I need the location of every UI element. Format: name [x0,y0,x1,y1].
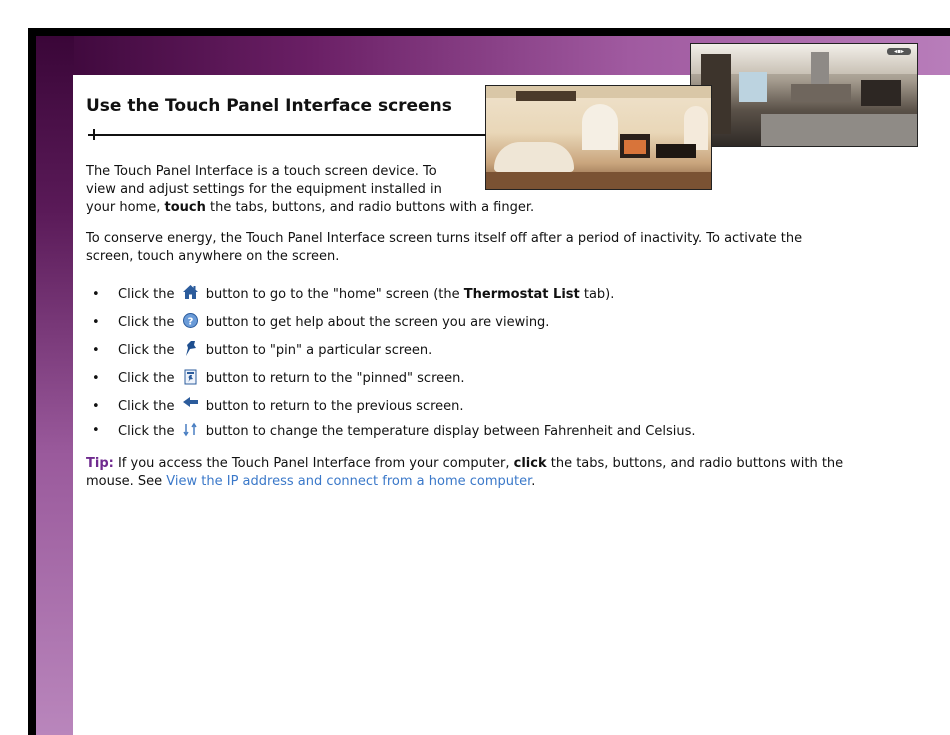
list-item-text: button to "pin" a particular screen. [205,343,433,358]
list-item-bold: Thermostat List [463,287,580,302]
tip-bold-click: click [513,456,547,471]
tip-text-mid: the tabs, buttons, and radio buttons with the mouse. See [86,456,844,489]
title-divider-tick [93,129,95,140]
tip-text-post: . [531,474,536,489]
intro-line-2: view and adjust settings for the equipment installed in [86,182,442,197]
pinned-screen-icon[interactable] [182,368,199,385]
conserve-energy-paragraph: To conserve energy, the Touch Panel Interface screen turns itself off after a period of inactivity. To activate the screen, touch anywhere on the screen. [86,231,803,264]
list-item-prefix: Click the [118,399,175,414]
list-item-text: button to go to the "home" screen (the [205,287,464,302]
list-item [86,365,846,393]
header-photo-kitchen [690,43,918,147]
list-item-prefix: Click the [118,343,175,358]
page-title: Use the Touch Panel Interface screens [86,96,452,116]
list-item-prefix: Click the [118,287,175,302]
pin-icon[interactable] [182,340,199,357]
help-icon[interactable] [182,312,199,329]
bullet: • [92,343,100,358]
list-item [86,309,846,337]
intro-paragraph [86,163,556,217]
list-item-suffix: tab). [579,287,615,302]
home-icon[interactable] [182,284,199,301]
title-divider [88,134,486,136]
svg-text:?: ? [187,316,193,328]
intro-line-1: The Touch Panel Interface is a touch screen device. To [86,164,437,179]
list-item-text: button to return to the "pinned" screen. [205,371,465,386]
intro-bold-touch: touch [164,200,206,215]
list-item [86,281,846,309]
tip-paragraph [86,455,856,491]
back-arrow-icon[interactable] [182,396,199,413]
bullet: • [92,423,100,438]
list-item-text: button to change the temperature display between Fahrenheit and Celsius. [205,424,696,439]
intro-line-3-pre: your home, [86,200,165,215]
bullet: • [92,315,100,330]
list-item-prefix: Click the [118,424,175,439]
tip-text-pre: If you access the Touch Panel Interface from your computer, [113,456,514,471]
slideshow-nav-icon[interactable]: ◂▪▸ [887,48,911,55]
tip-label: Tip: [86,456,114,471]
temperature-toggle-icon[interactable] [182,421,199,438]
bullet: • [92,287,100,302]
list-item [86,393,846,421]
list-item-prefix: Click the [118,371,175,386]
list-item-text: button to return to the previous screen. [205,399,464,414]
bullet: • [92,371,100,386]
bullet: • [92,399,100,414]
list-item-text: button to get help about the screen you are viewing. [205,315,550,330]
left-color-bar [36,36,74,735]
ip-address-link[interactable]: View the IP address and connect from a home computer [166,474,532,489]
list-item [86,337,846,365]
button-instructions-list [86,281,846,441]
intro-line-3 [86,200,534,215]
list-item [86,421,846,441]
list-item-prefix: Click the [118,315,175,330]
intro-line-3-post: the tabs, buttons, and radio buttons with a finger. [205,200,535,215]
